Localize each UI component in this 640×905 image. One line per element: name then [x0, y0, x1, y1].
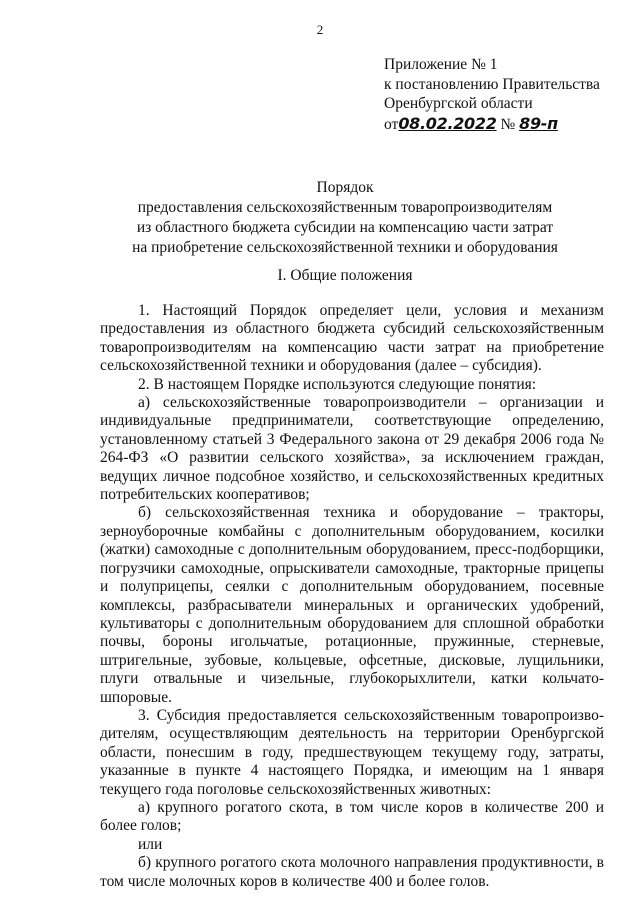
appendix-line-3: Оренбургской области	[384, 95, 533, 112]
paragraph-1: 1. Настоящий Порядок определяет цели, условия и механизм предоставления из областного бюджета субсидий сельскохозяйственным товаропроизводителям на компенсацию части затрат на приобретение сельскохозяйственной техники и оборудования (далее – субсидия).	[100, 302, 604, 375]
page-number: 2	[316, 22, 324, 37]
appendix-line-1: Приложение № 1	[384, 56, 498, 73]
appendix-block	[384, 55, 600, 134]
handwritten-number: 89-п	[519, 113, 558, 133]
document-title	[0, 178, 640, 258]
section-heading	[0, 267, 640, 285]
title-heading: Порядок	[316, 179, 374, 196]
paragraph-3: 3. Субсидия предоставляется сельскохозяйственным товаропроизво-дителям, осуществляющим деятельность на территории Оренбургской области, понесшим в году, предшествующем текущему году, затраты, указанные в пункте 4 настоящего Порядка, и имеющим на 1 января текущего года поголовье сельскохозяйственных животных:	[100, 706, 604, 798]
handwritten-date: 08.02.2022	[398, 113, 497, 133]
paragraph-2b: б) сельскохозяйственная техника и оборудование – тракторы, зерноуборочные комбайны с дополнительным оборудованием, косилки (жатки) самоходные с дополнительным оборудованием, пресс-подборщики, погрузчики самоходные, опрыскиватели самоходные, тракторные прицепы и полуприцепы, сеялки с дополнительным оборудованием, посевные комплексы, разбрасыватели минеральных и органических удобрений, культиваторы с дополнительным оборудованием для сплошной обработки почвы, бороны игольчатые, ротационные, пружинные, стерневые, штригельные, зубовые, кольцевые, офсетные, дисковые, лущильники, плуги отвальные и чизельные, глубокорыхлители, катки кольчато-шпоровые.	[100, 504, 604, 706]
paragraph-2: 2. В настоящем Порядке используются следующие понятия:	[138, 375, 537, 393]
paragraph-3a: а) крупного рогатого скота, в том числе коров в количестве 200 и более голов;	[100, 798, 604, 835]
paragraph-3b: б) крупного рогатого скота молочного направления продуктивности, в том числе молочных коров в количестве 400 и более голов.	[100, 854, 604, 890]
appendix-date-line	[384, 114, 600, 135]
paragraph-or: или	[138, 835, 163, 853]
document-body	[100, 302, 604, 891]
from-prefix: от	[384, 115, 399, 133]
title-line-3: на приобретение сельскохозяйственной техники и оборудования	[132, 239, 558, 256]
section-heading-text: I. Общие положения	[277, 267, 413, 284]
title-line-2: из областного бюджета субсидии на компенсацию части затрат	[136, 219, 554, 236]
appendix-line-2: к постановлению Правительства	[384, 75, 600, 93]
number-prefix: №	[500, 115, 516, 133]
paragraph-2a: а) сельскохозяйственные товаропроизводители – организации и индивидуальные предприниматели, соответствующие определению, установленному статьей 3 Федерального закона от 29 декабря 2006 года № 264-ФЗ «О развитии сельского хозяйства», за исключением граждан, ведущих личное подсобное хозяйство, и сельскохозяйственных кредитных потребительских кооперативов;	[100, 394, 604, 504]
title-line-1: предоставления сельскохозяйственным товаропроизводителям	[137, 199, 553, 216]
